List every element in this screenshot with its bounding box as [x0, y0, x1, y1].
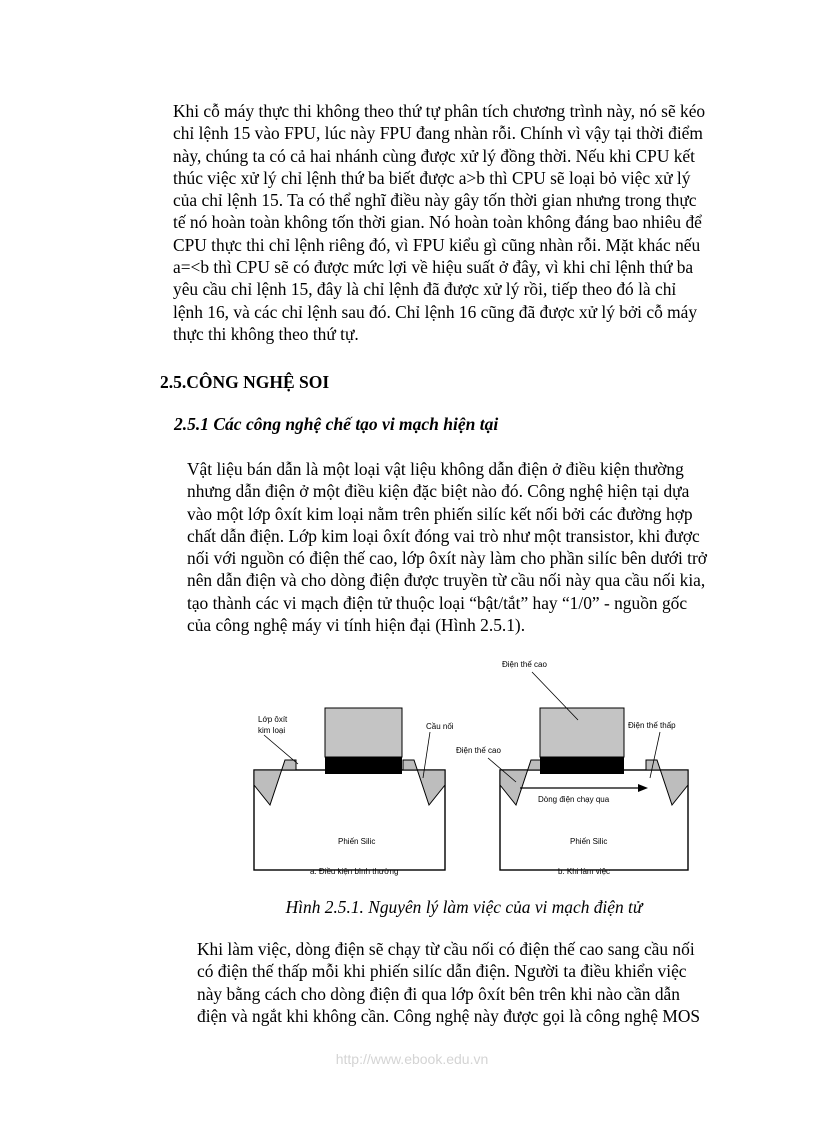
text-line: nối với nguồn có điện thế cao, lớp ôxít này làm cho phần silíc bên dưới trở	[187, 548, 708, 569]
text-line: CPU thực thi chỉ lệnh riêng đó, vì FPU kiểu gì cũng nhàn rỗi. Mặt khác nếu	[173, 234, 701, 255]
caption-b: b. Khi làm việc	[558, 867, 611, 876]
text-line: này bằng cách cho dòng điện đi qua lớp ôxít bên trên khi nào cần dẫn	[197, 983, 680, 1004]
text-line: thực thi không theo thứ tự.	[173, 323, 359, 344]
text-line: vào một lớp ôxít kim loại nằm trên phiến silíc kết nối bởi các đường hợp	[187, 503, 693, 524]
text-line: tạo thành các vi mạch điện tử thuộc loại “bật/tắt” hay “1/0” - nguồn gốc	[187, 592, 688, 613]
pointer-oxide	[264, 735, 298, 764]
text-line: a=<b thì CPU sẽ có được mức lợi về hiệu suất ở đây, vì khi chỉ lệnh thứ ba	[173, 257, 694, 278]
paragraph-out-of-order-execution	[173, 100, 748, 345]
text-line: có điện thế thấp mỗi khi phiến silíc dẫn điện. Người ta điều khiển việc	[197, 961, 687, 982]
caption-a: a. Điều kiện bình thường	[310, 867, 399, 876]
text-line: chỉ lệnh 15 vào FPU, lúc này FPU đang nhàn rỗi. Chính vì vậy tại thời điểm	[173, 123, 703, 144]
diagram-working-condition	[456, 660, 688, 876]
text-line: thúc việc xử lý chỉ lệnh thứ ba biết được a>b thì CPU sẽ loại bỏ việc xử lý	[173, 167, 691, 188]
diagram-normal-condition	[254, 708, 454, 876]
text-line: của công nghệ máy vi tính hiện đại (Hình 2.5.1).	[187, 615, 526, 636]
text-line: này, chúng ta có cả hai nhánh cùng được xử lý đồng thời. Nếu khi CPU kết	[173, 145, 695, 166]
figure-chip-principle	[240, 650, 700, 885]
text-line: tế nó hoàn toàn không tốn thời gian. Nó hoàn toàn không đáng bao nhiêu để	[173, 212, 702, 233]
metal-layer-right	[540, 757, 624, 774]
text-line: chất dẫn điện. Lớp kim loại ôxít đóng vai trò như một transistor, khi được	[187, 525, 700, 546]
oxide-block-left	[325, 708, 402, 757]
label-low: Điện thế thấp	[628, 721, 676, 730]
label-current: Dòng điện chạy qua	[538, 795, 610, 804]
text-line: nên dẫn điện và cho dòng điện được truyền từ cầu nối này qua cầu nối kia,	[187, 570, 706, 591]
paragraph-working-principle	[197, 938, 757, 1027]
paragraph-semiconductor	[187, 458, 757, 636]
section-heading: 2.5.CÔNG NGHỆ SOI	[160, 372, 330, 392]
figure-caption: Hình 2.5.1. Nguyên lý làm việc của vi mạch điện tử	[285, 897, 643, 917]
silicon-wafer-left	[254, 770, 445, 870]
label-high-side: Điện thế cao	[456, 746, 501, 755]
text-line: Khi cỗ máy thực thi không theo thứ tự phân tích chương trình này, nó sẽ kéo	[173, 101, 706, 121]
text-line: của chỉ lệnh 15. Ta có thể nghĩ điều này gây tốn thời gian nhưng trong thực	[173, 190, 697, 211]
label-oxide-1: Lớp ôxít	[258, 715, 288, 724]
footer-url: http://www.ebook.edu.vn	[335, 1051, 489, 1067]
text-line: Vật liệu bán dẫn là một loại vật liệu không dẫn điện ở điều kiện thường	[187, 459, 684, 479]
label-oxide-2: kim loại	[258, 726, 286, 735]
text-line: điện và ngắt khi không cần. Công nghệ này được gọi là công nghệ MOS	[197, 1005, 701, 1026]
text-line: yêu cầu chỉ lệnh 15, đây là chỉ lệnh đã được xử lý rồi, tiếp theo đó là chỉ	[173, 279, 677, 300]
label-high-top: Điện thế cao	[502, 660, 547, 669]
subsection-heading: 2.5.1 Các công nghệ chế tạo vi mạch hiện tại	[174, 414, 499, 434]
label-silicon-right: Phiến Silic	[570, 837, 608, 846]
text-line: nhưng dẫn điện ở một điều kiện đặc biệt nào đó. Công nghệ hiện tại dựa	[187, 481, 690, 502]
text-line: Khi làm việc, dòng điện sẽ chạy từ cầu nối có điện thế cao sang cầu nối	[197, 939, 695, 959]
metal-layer-left	[325, 757, 402, 774]
label-silicon-left: Phiến Silic	[338, 837, 376, 846]
text-line: lệnh 16, và các chỉ lệnh sau đó. Chỉ lệnh 16 cũng đã được xử lý bởi cỗ máy	[173, 301, 698, 322]
label-bridge: Cầu nối	[426, 722, 454, 731]
oxide-block-right	[540, 708, 624, 757]
silicon-wafer-right	[500, 770, 688, 870]
